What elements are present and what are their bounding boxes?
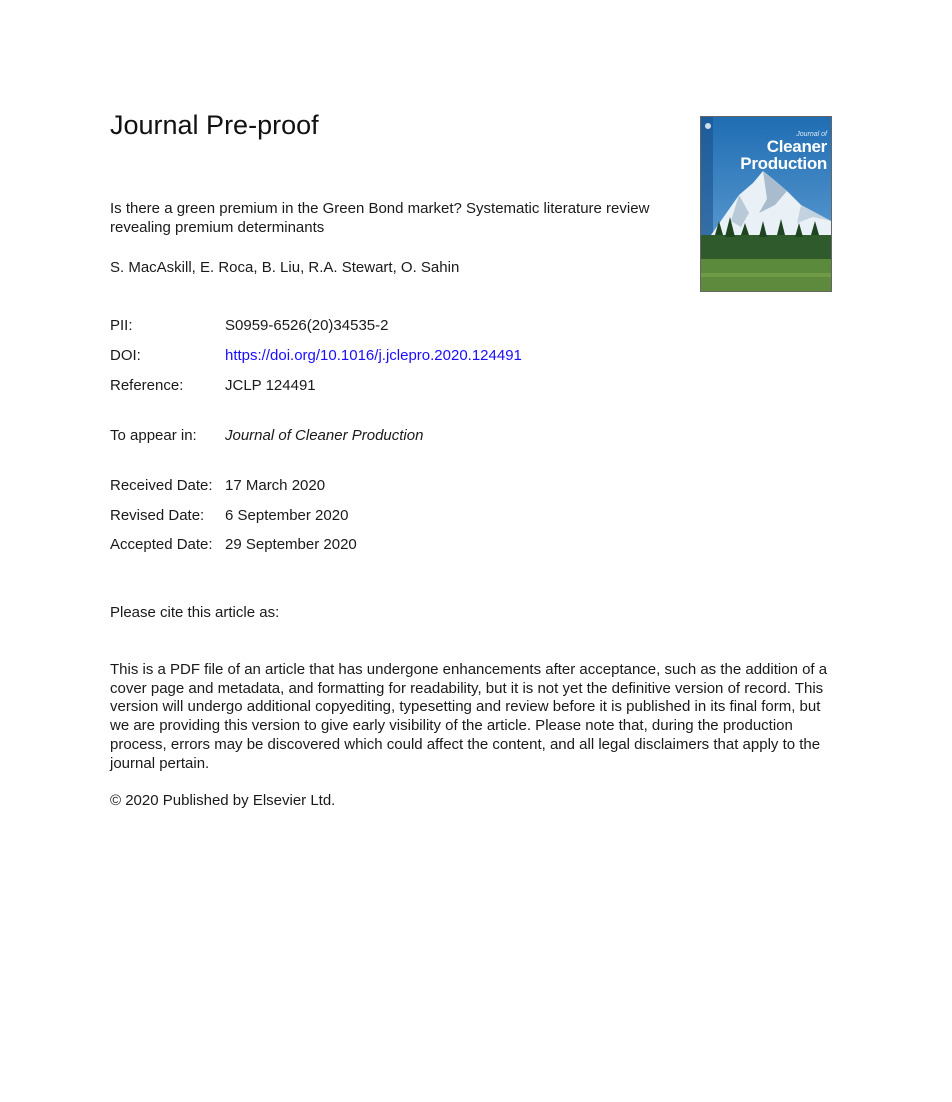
- accepted-value: 29 September 2020: [225, 536, 357, 553]
- accepted-label: Accepted Date:: [110, 536, 213, 553]
- cite-instruction: Please cite this article as:: [110, 604, 280, 621]
- doi-row: [110, 347, 522, 364]
- reference-value: JCLP 124491: [225, 377, 316, 394]
- article-authors: S. MacAskill, E. Roca, B. Liu, R.A. Stewart, O. Sahin: [110, 259, 460, 276]
- revised-value: 6 September 2020: [225, 507, 349, 524]
- page-heading: Journal Pre-proof: [110, 110, 319, 140]
- doi-label: DOI:: [110, 347, 141, 364]
- received-value: 17 March 2020: [225, 477, 326, 494]
- cover-journal-prefix: Journal of: [796, 131, 827, 138]
- appear-in-value: Journal of Cleaner Production: [225, 427, 424, 444]
- accepted-row: [110, 536, 357, 553]
- journal-cover-image: [700, 116, 832, 292]
- reference-row: [110, 377, 316, 394]
- revised-row: [110, 507, 348, 524]
- cover-title-line2: Production: [740, 154, 827, 173]
- received-label: Received Date:: [110, 477, 213, 494]
- appear-in-row: [110, 427, 423, 444]
- appear-in-label: To appear in:: [110, 427, 197, 444]
- pii-value: S0959-6526(20)34535-2: [225, 317, 389, 334]
- revised-label: Revised Date:: [110, 507, 205, 524]
- pii-row: [110, 317, 388, 334]
- doi-link[interactable]: https://doi.org/10.1016/j.jclepro.2020.124491: [225, 347, 522, 364]
- copyright-notice: © 2020 Published by Elsevier Ltd.: [110, 792, 336, 809]
- reference-label: Reference:: [110, 377, 184, 394]
- article-title: Is there a green premium in the Green Bond market? Systematic literature review revealing premium determinants: [110, 200, 650, 236]
- preproof-notice: This is a PDF file of an article that has undergone enhancements after acceptance, such as the addition of a cover page and metadata, and formatting for readability, but it is not yet the definitive version of record. This version will undergo additional copyediting, typesetting and review before it is published in its final form, but we are providing this version to give early visibility of the article. Please note that, during the production process, errors may be discovered which could affect the content, and all legal disclaimers that apply to the journal pertain.: [110, 661, 828, 772]
- received-row: [110, 477, 325, 494]
- cover-title-line1: Cleaner: [766, 137, 827, 156]
- pii-label: PII:: [110, 317, 133, 334]
